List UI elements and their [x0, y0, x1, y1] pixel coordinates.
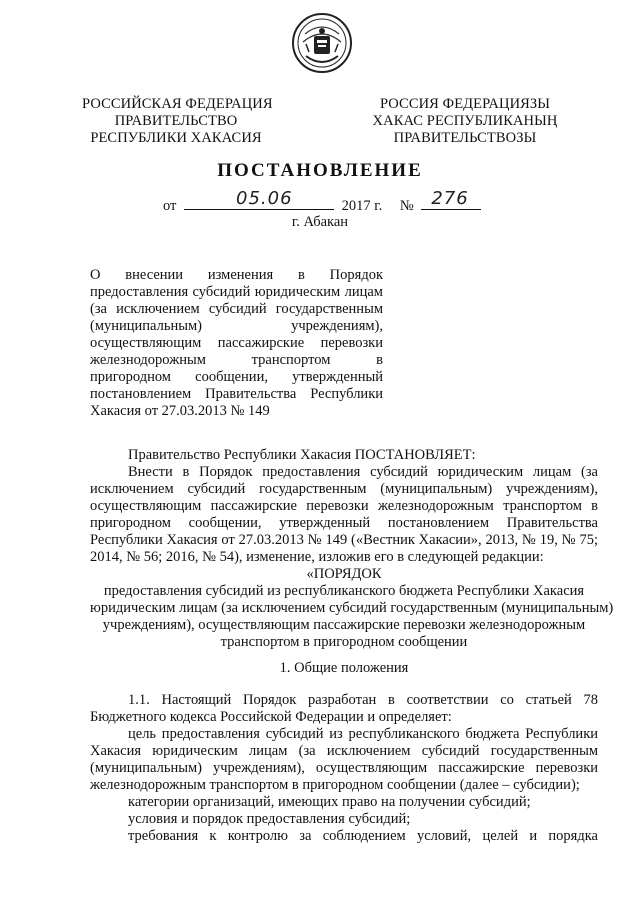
handwritten-number: 276 [431, 188, 469, 209]
header-right-block [370, 96, 560, 147]
date-number-line [163, 188, 481, 215]
header-left-line: ПРАВИТЕЛЬСТВО [114, 113, 238, 129]
purpose-paragraph [90, 726, 598, 794]
subject-block [90, 267, 383, 420]
p11-line: Бюджетного кодекса Российской Федерации и определяет: [90, 709, 452, 725]
order-title-line: предоставления субсидий из республиканского бюджета Республики Хакасия [103, 583, 585, 599]
header-left-line: РЕСПУБЛИКИ ХАКАСИЯ [90, 130, 262, 146]
header-right-line: РОССИЯ ФЕДЕРАЦИЯЗЫ [379, 96, 551, 112]
purpose-line: Хакасия юридическим лицам (за исключением субсидий государственным [90, 743, 598, 759]
number-sign: № [399, 198, 414, 214]
year-label: 2017 г. [341, 198, 383, 214]
amendment-line: осуществляющим пассажирские перевозки железнодорожным транспортом в [90, 498, 598, 514]
header-right-line: ПРАВИТЕЛЬСТВОЗЫ [393, 130, 537, 146]
list-item: категории организаций, имеющих право на получении субсидий; [128, 794, 531, 810]
subject-line: О внесении изменения в Порядок [90, 267, 383, 283]
list-item: требования к контролю за соблюдением условий, целей и порядка [128, 828, 598, 844]
order-title-line: юридическим лицам (за исключением субсидий государственным (муниципальным) [90, 600, 614, 616]
p11-line: 1.1. Настоящий Порядок разработан в соответствии со статьей 78 [128, 692, 598, 708]
purpose-line: цель предоставления субсидий из республиканского бюджета Республики [128, 726, 598, 742]
resolution-line: Правительство Республики Хакасия ПОСТАНОВЛЯЕТ: [128, 447, 476, 463]
khakassia-coat-of-arms-icon [291, 12, 353, 74]
provisions-list [90, 794, 598, 845]
amendment-paragraph [90, 464, 598, 566]
resolution-paragraph [90, 447, 598, 464]
date-prefix: от [163, 198, 177, 214]
order-title-line: учреждениям), осуществляющим пассажирские перевозки железнодорожным [102, 617, 586, 633]
amendment-line: исключением субсидий государственным (муниципальным) учреждениям), [90, 481, 598, 497]
header-left-block [82, 96, 273, 147]
amendment-line: 2014, № 56; 2016, № 54), изменение, изложив его в следующей редакции: [90, 549, 544, 565]
subject-line: Хакасия от 27.03.2013 № 149 [90, 403, 270, 419]
subject-line: пригородном сообщении, утвержденный [90, 369, 383, 385]
section-heading [90, 660, 598, 677]
purpose-line: железнодорожным транспортом в пригородном сообщении (далее – субсидии); [90, 777, 580, 793]
subject-line: железнодорожным транспортом в [90, 352, 383, 368]
list-item: условия и порядок предоставления субсидий; [128, 811, 411, 827]
purpose-line: (муниципальным) учреждениям), осуществляющим пассажирские перевозки [90, 760, 598, 776]
paragraph-1-1 [90, 692, 598, 726]
subject-line: постановлением Правительства Республики [90, 386, 383, 402]
section-1-title: 1. Общие положения [279, 660, 409, 676]
subject-line: (за исключением субсидий государственным [90, 301, 383, 317]
handwritten-date: 05.06 [236, 188, 293, 209]
document-title: ПОСТАНОВЛЕНИЕ [217, 160, 423, 181]
amendment-line: Внести в Порядок предоставления субсидий юридическим лицам (за [128, 464, 598, 480]
amendment-line: Республики Хакасия от 27.03.2013 № 149 («Вестник Хакасии», 2013, № 19, № 75; [90, 532, 598, 548]
subject-line: предоставления субсидий юридическим лицам [90, 284, 383, 300]
order-title-line: «ПОРЯДОК [306, 566, 382, 582]
order-title-line: транспортом в пригородном сообщении [220, 634, 468, 650]
number-field [421, 188, 481, 210]
date-field [184, 188, 334, 210]
city-label: г. Абакан [291, 214, 349, 230]
coat-of-arms-emblem [291, 12, 353, 74]
order-title-block [90, 566, 614, 651]
subject-line: (муниципальным) учреждениям), [90, 318, 383, 334]
subject-line: осуществляющим пассажирские перевозки [90, 335, 383, 351]
header-left-line: РОССИЙСКАЯ ФЕДЕРАЦИЯ [82, 96, 273, 112]
amendment-line: пригородном сообщении, утвержденный постановлением Правительства [90, 515, 598, 531]
header-right-line: ХАКАС РЕСПУБЛИКАНЫҢ [372, 113, 558, 129]
